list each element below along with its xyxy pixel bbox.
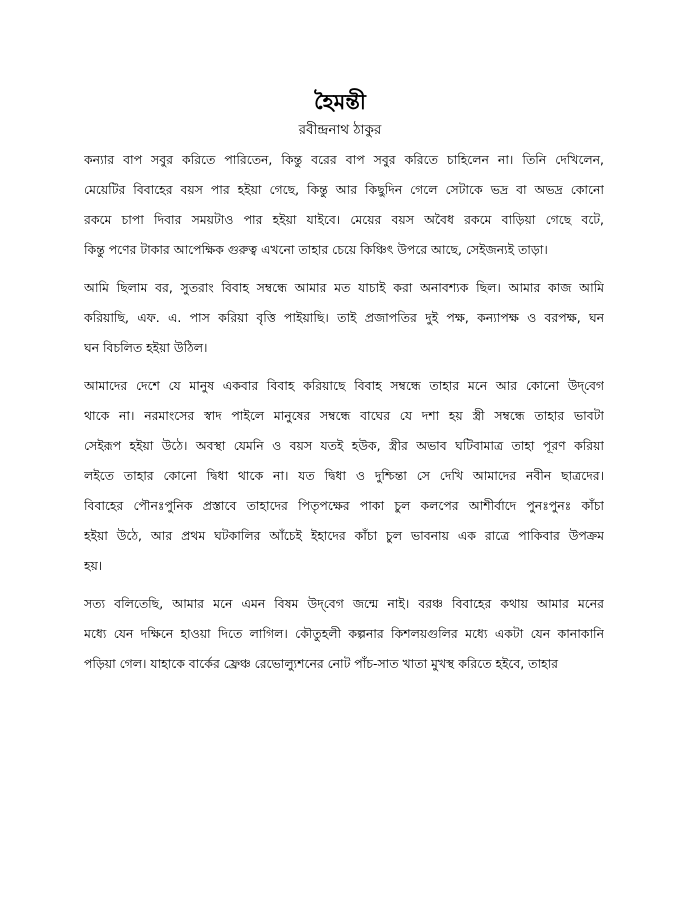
text-line: কিন্তু পণের টাকার আপেক্ষিক গুরুত্ব এখনো তাহার চেয়ে কিঞ্চিৎ উপরে আছে, সেইজন্যই তাড়া। [84, 242, 548, 257]
text-line: হইয়া উঠে, আর প্রথম ঘটকালির আঁচেই ইহাদের কাঁচা চুল ভাবনায় এক রাত্রে পাকিবার উপক্রম [84, 528, 604, 543]
text-line: লইতে তাহার কোনো দ্বিধা থাকে না। যত দ্বিধা ও দুশ্চিন্তা সে দেখি আমাদের নবীন ছাত্রদের। [84, 468, 604, 483]
text-line: থাকে না। নরমাংসের স্বাদ পাইলে মানুষের সম্বন্ধে বাঘের যে দশা হয় স্ত্রী সম্বন্ধে তাহার ভাবটা [84, 408, 604, 423]
paragraph-gap [84, 265, 604, 273]
text-line: সেইরূপ হইয়া উঠে। অবস্থা যেমনি ও বয়স যতই হউক, স্ত্রীর অভাব ঘটিবামাত্র তাহা পূরণ করিয়া [84, 438, 604, 453]
paragraph [84, 371, 604, 581]
text-line: করিয়াছি, এফ. এ. পাস করিয়া বৃত্তি পাইয়াছি। তাই প্রজাপতির দুই পক্ষ, কন্যাপক্ষ ও বরপক্ষ, ঘন [84, 310, 604, 325]
text-line: মেয়েটির বিবাহের বয়স পার হইয়া গেছে, কিন্তু আর কিছুদিন গেলে সেটাকে ভদ্র বা অভদ্র কোনো [84, 182, 604, 197]
text-line: কন্যার বাপ সবুর করিতে পারিতেন, কিন্তু বরের বাপ সবুর করিতে চাহিলেন না। তিনি দেখিলেন, [84, 152, 604, 167]
paragraph [84, 273, 604, 363]
paragraph [84, 589, 604, 679]
document-title: হৈমন্তী [314, 90, 366, 114]
text-line: আমাদের দেশে যে মানুষ একবার বিবাহ করিয়াছে বিবাহ সম্বন্ধে তাহার মনে আর কোনো উদ্‌বেগ [84, 378, 604, 393]
document-author: রবীন্দ্রনাথ ঠাকুর [298, 122, 382, 138]
paragraph-gap [84, 581, 604, 589]
text-line: ঘন বিচলিত হইয়া উঠিল। [84, 340, 208, 355]
text-line: সত্য বলিতেছি, আমার মনে এমন বিষম উদ্‌বেগ জন্মে নাই। বরঞ্চ বিবাহের কথায় আমার মনের [84, 596, 604, 611]
text-line: রকমে চাপা দিবার সময়টাও পার হইয়া যাইবে। মেয়ের বয়স অবৈধ রকমে বাড়িয়া গেছে বটে, [84, 212, 604, 227]
text-line: মধ্যে যেন দক্ষিনে হাওয়া দিতে লাগিল। কৌতুহলী কল্পনার কিশলয়গুলির মধ্যে একটা যেন কানাকানি [84, 626, 604, 641]
paragraph [84, 145, 604, 265]
document-body [84, 145, 604, 679]
text-line: আমি ছিলাম বর, সুতরাং বিবাহ সম্বন্ধে আমার মত যাচাই করা অনাবশ্যক ছিল। আমার কাজ আমি [84, 280, 604, 295]
text-line: বিবাহের পৌনঃপুনিক প্রস্তাবে তাহাদের পিতৃপক্ষের পাকা চুল কলপের আশীর্বাদে পুনঃপুনঃ কাঁচা [84, 498, 604, 513]
paragraph-gap [84, 363, 604, 371]
text-line: হয়। [84, 558, 103, 573]
text-line: পড়িয়া গেল। যাহাকে বার্কের ফ্রেঞ্চ রেভোল্যুশনের নোট পাঁচ-সাত খাতা মুখস্থ করিতে হইবে, তাহার [84, 656, 558, 671]
